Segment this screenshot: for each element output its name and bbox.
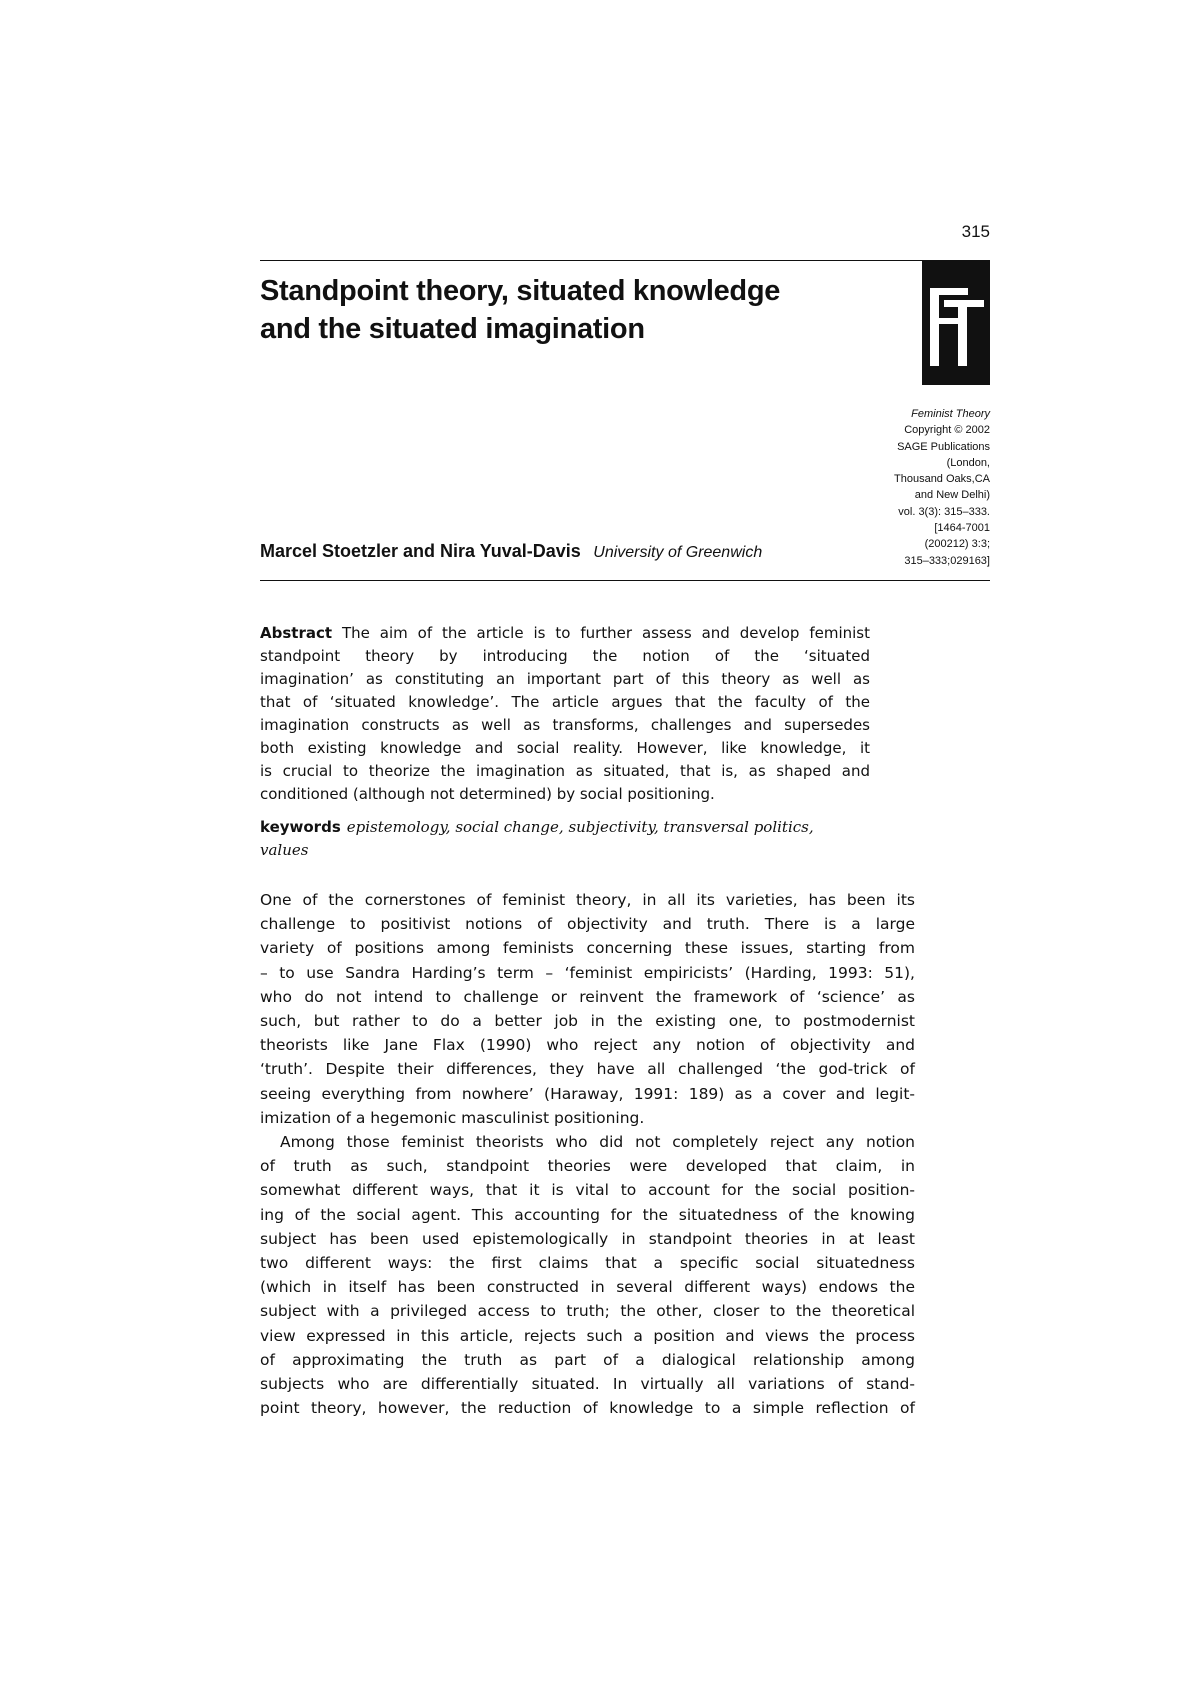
keywords-line — [260, 816, 885, 839]
journal-info-line: Thousand Oaks,CA — [894, 473, 990, 486]
journal-logo — [922, 260, 990, 385]
keywords — [260, 816, 885, 862]
body-line: (which in itself has been constructed in several different ways) endows the — [260, 1278, 915, 1297]
article-title-line-2: and the situated imagination — [260, 313, 645, 345]
journal-info-line: 315–333;029163] — [904, 554, 990, 567]
abstract-line: is crucial to theorize the imagination as situated, that is, as shaped and — [260, 762, 870, 780]
body-line: subject with a privileged access to truth; the other, closer to the theoretical — [260, 1302, 915, 1321]
body-paragraph-1 — [260, 888, 915, 1130]
journal-info-line: (London, — [946, 456, 990, 469]
body-line: variety of positions among feminists concerning these issues, starting from — [260, 939, 915, 958]
abstract — [260, 622, 870, 806]
body-line: Among those feminist theorists who did not completely reject any notion — [280, 1133, 915, 1152]
journal-info-line: Copyright © 2002 — [904, 424, 990, 437]
author-affiliation: University of Greenwich — [593, 544, 763, 561]
journal-name: Feminist Theory — [911, 408, 990, 420]
body-line: somewhat different ways, that it is vital to account for the social position- — [260, 1181, 915, 1200]
header-top-rule — [260, 260, 922, 261]
abstract-line: imagination’ as constituting an important part of this theory as well as — [260, 670, 870, 688]
article-title — [260, 272, 900, 348]
journal-info-line: [1464-7001 — [934, 522, 990, 535]
body-line: of approximating the truth as part of a dialogical relationship among — [260, 1350, 915, 1369]
body-line: imization of a hegemonic masculinist positioning. — [260, 1108, 645, 1127]
article-body — [260, 888, 915, 1420]
abstract-line: both existing knowledge and social reality. However, like knowledge, it — [260, 739, 870, 757]
body-line: challenge to positivist notions of objectivity and truth. There is a large — [260, 915, 915, 934]
body-line: theorists like Jane Flax (1990) who reject any notion of objectivity and — [260, 1036, 915, 1055]
journal-info-line: (200212) 3:3; — [924, 538, 990, 551]
journal-info — [820, 406, 990, 569]
body-line: ‘truth’. Despite their differences, they have all challenged ‘the god-trick of — [260, 1060, 915, 1079]
body-line: such, but rather to do a better job in the existing one, to postmodernist — [260, 1012, 915, 1031]
abstract-line: imagination constructs as well as transforms, challenges and supersedes — [260, 716, 870, 734]
body-line: ing of the social agent. This accounting for the situatedness of the knowing — [260, 1205, 915, 1224]
body-line: who do not intend to challenge or reinvent the framework of ‘science’ as — [260, 987, 915, 1006]
abstract-line: conditioned (although not determined) by social positioning. — [260, 785, 715, 803]
body-line: of truth as such, standpoint theories were developed that claim, in — [260, 1157, 915, 1176]
header-bottom-rule — [260, 580, 990, 581]
body-line: subject has been used epistemologically in standpoint theories in at least — [260, 1229, 915, 1248]
author-names: Marcel Stoetzler and Nira Yuval-Davis — [260, 541, 581, 561]
author-line — [260, 541, 762, 562]
abstract-line: that of ‘situated knowledge’. The article argues that the faculty of the — [260, 693, 870, 711]
body-line: – to use Sandra Harding’s term – ‘feminist empiricists’ (Harding, 1993: 51), — [260, 963, 915, 982]
ft-logo-icon — [922, 260, 990, 385]
body-line: point theory, however, the reduction of knowledge to a simple reflection of — [260, 1399, 915, 1418]
body-line: One of the cornerstones of feminist theory, in all its varieties, has been its — [260, 891, 915, 909]
body-line: two different ways: the first claims that a specific social situatedness — [260, 1254, 915, 1273]
journal-info-line: and New Delhi) — [914, 489, 990, 502]
abstract-label: Abstract — [260, 624, 333, 642]
keywords-list: epistemology, social change, subjectivity, transversal politics, — [346, 818, 814, 836]
journal-info-line: vol. 3(3): 315–333. — [898, 505, 990, 518]
body-line: subjects who are differentially situated. In virtually all variations of stand- — [260, 1375, 915, 1394]
abstract-line — [260, 622, 870, 645]
page-number: 315 — [961, 222, 990, 241]
journal-info-line: SAGE Publications — [897, 440, 990, 453]
abstract-text: The aim of the article is to further assess and develop feminist — [341, 624, 870, 642]
body-line: view expressed in this article, rejects such a position and views the process — [260, 1326, 915, 1345]
abstract-line: standpoint theory by introducing the notion of the ‘situated — [260, 647, 870, 665]
body-line: seeing everything from nowhere’ (Haraway, 1991: 189) as a cover and legit- — [260, 1084, 915, 1103]
keywords-list-continued: values — [260, 841, 309, 859]
keywords-label: keywords — [260, 818, 341, 836]
article-title-line-1: Standpoint theory, situated knowledge — [260, 275, 781, 307]
body-paragraph-2 — [260, 1130, 915, 1420]
